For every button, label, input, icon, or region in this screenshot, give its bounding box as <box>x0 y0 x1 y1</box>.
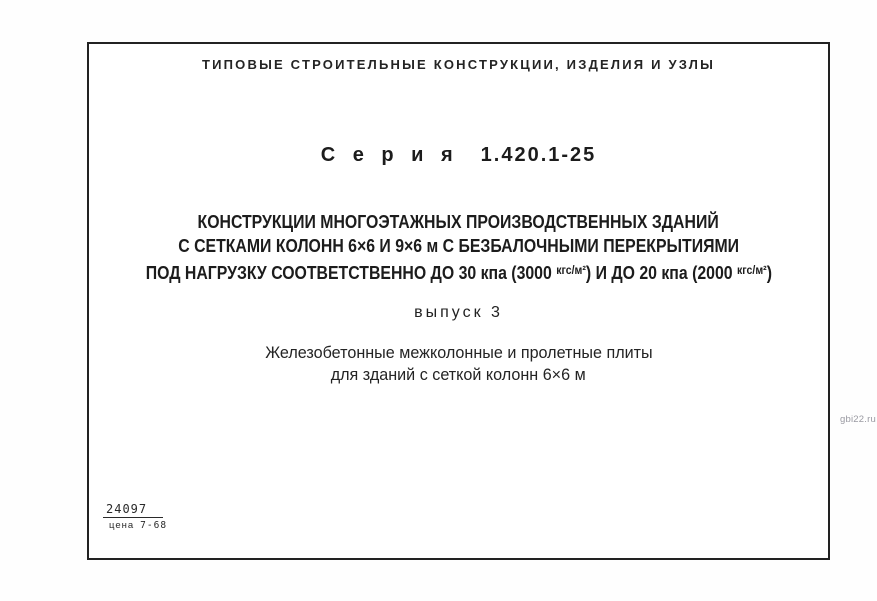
stamp-number: 24097 <box>103 502 163 518</box>
price-label: цена <box>109 520 135 531</box>
unit-superscript-2: кгс/м² <box>736 263 767 277</box>
series-label: С е р и я <box>320 144 459 166</box>
load-text-3: ) <box>766 263 772 283</box>
load-text-1: ПОД НАГРУЗКУ СООТВЕТСТВЕННО ДО 30 кпа (3000 <box>145 263 556 283</box>
subtitle-line-2: для зданий с сеткой колонн 6×6 м <box>331 365 586 384</box>
issue-number: выпуск 3 <box>414 304 503 321</box>
load-text-2: ) И ДО 20 кпа (2000 <box>585 263 737 283</box>
main-title <box>89 210 828 285</box>
price-line <box>103 520 167 531</box>
subtitle-line-1: Железобетонные межколонные и пролетные плиты <box>264 343 653 362</box>
series-line <box>89 144 828 167</box>
price-stamp <box>103 500 167 531</box>
unit-superscript-1: кгс/м² <box>555 263 586 277</box>
title-line-3 <box>145 258 771 285</box>
site-watermark: gbi22.ru <box>840 414 876 425</box>
page-border-frame <box>87 42 830 560</box>
document-header: ТИПОВЫЕ СТРОИТЕЛЬНЫЕ КОНСТРУКЦИИ, ИЗДЕЛИЯ И УЗЛЫ <box>201 57 716 72</box>
subtitle <box>89 342 828 386</box>
title-line-1: КОНСТРУКЦИИ МНОГОЭТАЖНЫХ ПРОИЗВОДСТВЕННЫХ ЗДАНИЙ <box>197 212 720 232</box>
title-line-2: С СЕТКАМИ КОЛОНН 6×6 И 9×6 м С БЕЗБАЛОЧНЫМИ ПЕРЕКРЫТИЯМИ <box>178 236 739 256</box>
price-value: 7-68 <box>140 520 168 531</box>
series-number: 1.420.1-25 <box>480 144 597 166</box>
